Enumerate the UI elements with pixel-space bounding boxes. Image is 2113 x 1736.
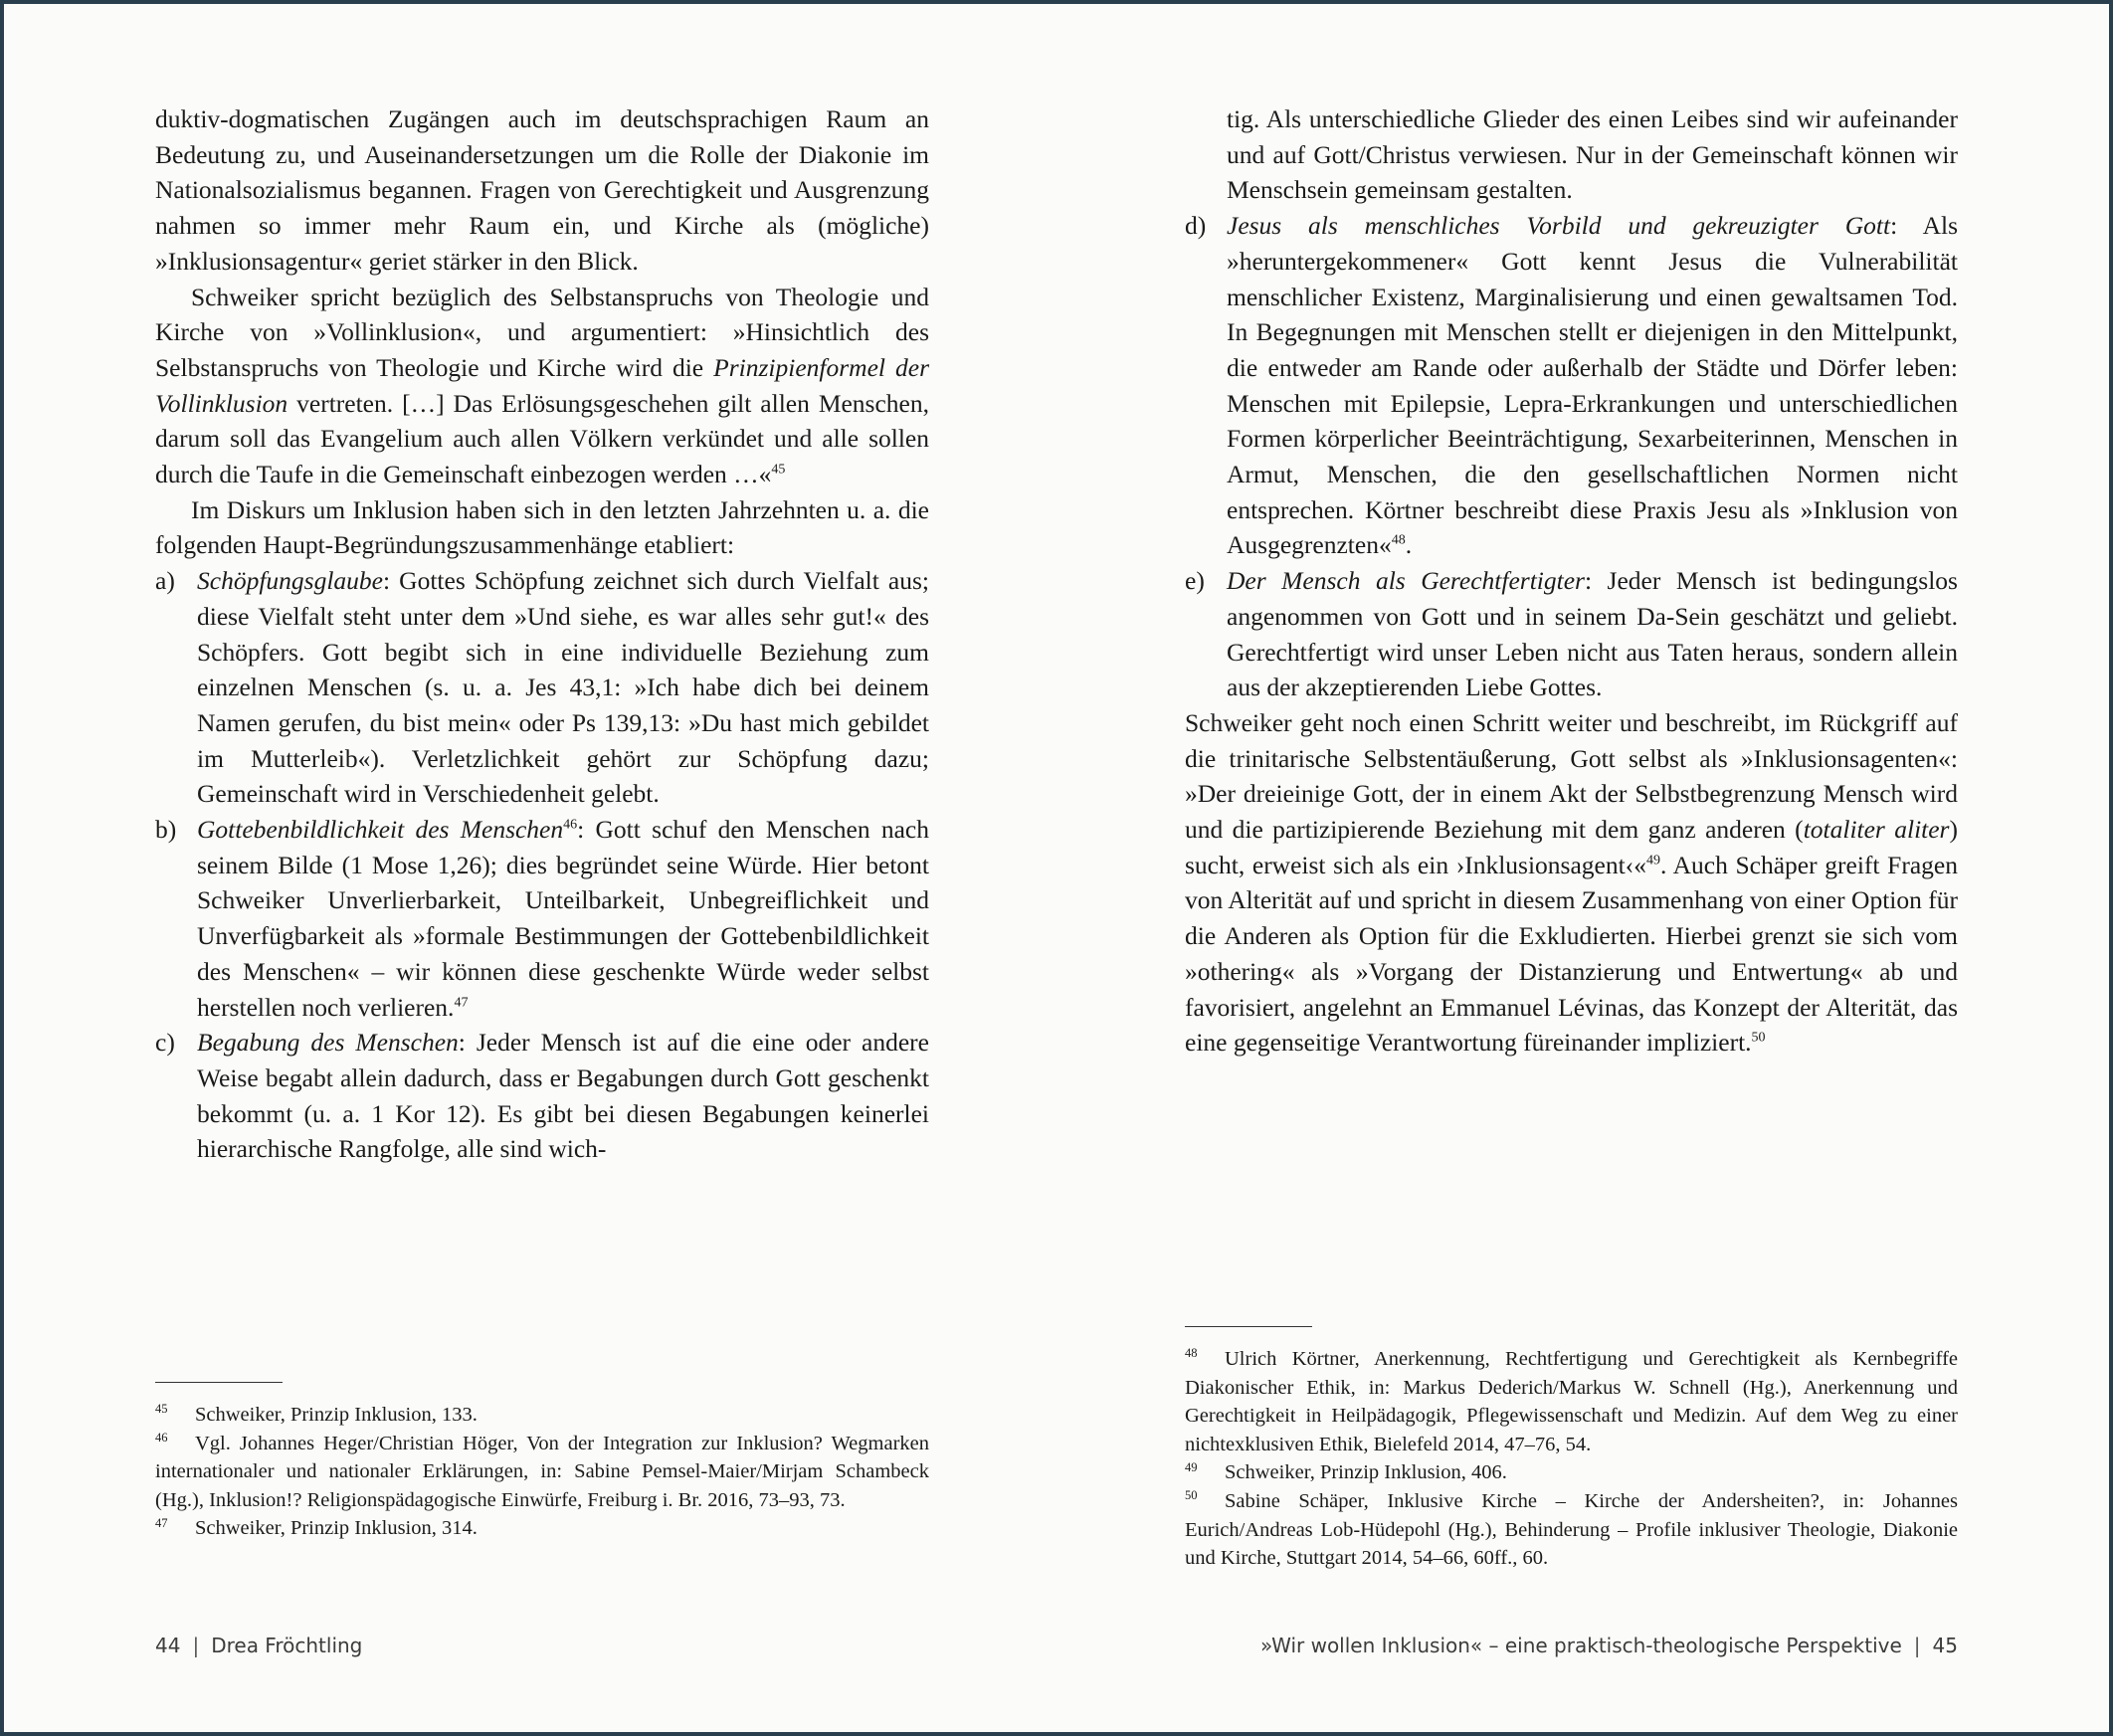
list-item: a) Schöpfungsglaube: Gottes Schöpfung zeichnet sich durch Vielfalt aus; diese Vielfalt steht unter dem »Und siehe, es war alles sehr gut!« des Schöpfers. Gott begibt sich in eine individuelle Beziehung zum einzelnen Menschen (s. u. a. Jes 43,1: »Ich habe dich bei deinem Namen gerufen, du bist mein« oder Ps 139,13: »Du hast mich gebildet im Mutterleib«). Verletzlichkeit gehört zur Schöpfung dazu; Gemeinschaft wird in Verschiedenheit gelebt.: [155, 563, 929, 812]
list-item: e) Der Mensch als Gerechtfertigter: Jeder Mensch ist bedingungslos angenommen von Gott und in seinem Da-Sein geschätzt und geliebt. Gerechtfertigt wird unser Leben nicht aus Taten heraus, sondern allein aus der akzeptierenden Liebe Gottes.: [1185, 563, 1958, 705]
footnote-ref: 47: [454, 995, 469, 1011]
left-footer: 44 | Drea Fröchtling: [155, 1634, 363, 1657]
paragraph: Schweiker spricht bezüglich des Selbstanspruchs von Theologie und Kirche von »Vollinklusion«, und argumentiert: »Hinsichtlich des Selbstanspruchs von Theologie und Kirche wird die Prinzipienformel der Vollinklusion vertreten. […] Das Erlösungsgeschehen gilt allen Menschen, darum soll das Evangelium auch allen Völkern verkündet und alle sollen durch die Taufe in die Gemeinschaft einbezogen werden …«$^{45}$: [155, 282, 929, 489]
page-number: 44: [155, 1634, 181, 1657]
footnote: 46 Vgl. Johannes Heger/Christian Höger, Von der Integration zur Inklusion? Wegmarken internationaler und nationaler Erklärungen, in: Sabine Pemsel-Maier/Mirjam Schambeck (Hg.), Inklusion!? Religionspädagogische Einwürfe, Freiburg i. Br. 2016, 73–93, 73.: [155, 1430, 929, 1511]
left-footnotes: [155, 1382, 929, 1543]
list-marker: c): [155, 1028, 175, 1058]
footnote: 50 Sabine Schäper, Inklusive Kirche – Kirche der Andersheiten?, in: Johannes Eurich/Andreas Lob-Hüdepohl (Hg.), Behinderung – Profile inklusiver Theologie, Diakonie und Kirche, Stuttgart 2014, 54–66, 60ff., 60.: [1185, 1488, 1958, 1570]
footnote-ref: 49: [1645, 853, 1660, 868]
list-item-title: Jesus als menschliches Vorbild und gekreuzigter Gott: [1227, 211, 1891, 241]
list-item: c) Begabung des Menschen: Jeder Mensch ist auf die eine oder andere Weise begabt allein dadurch, dass er Begabungen durch Gott geschenkt bekommt (u. a. 1 Kor 12). Es gibt bei diesen Begabungen keinerlei hierarchische Rangfolge, alle sind wich-: [155, 1025, 929, 1167]
footnote-separator: [1185, 1326, 1312, 1327]
emphasis: Prinzipienformel der Vollinklusion: [155, 352, 929, 418]
footnote-ref: 46: [563, 817, 578, 833]
footnote-ref: 50: [1751, 1030, 1766, 1046]
footnote: 49 Schweiker, Prinzip Inklusion, 406.: [1185, 1459, 1507, 1484]
page-number: 45: [1932, 1634, 1958, 1657]
paragraph: Im Diskurs um Inklusion haben sich in den letzten Jahrzehnten u. a. die folgenden Haupt-Begründungszusammenhänge etabliert:: [155, 494, 929, 560]
right-body-text: [1185, 101, 1958, 1061]
footnote: 45 Schweiker, Prinzip Inklusion, 133.: [155, 1402, 478, 1426]
list-item-title: Begabung des Menschen: [197, 1028, 459, 1058]
right-page: [1056, 4, 2109, 1732]
list-item-title: Gottebenbildlichkeit des Menschen: [197, 815, 564, 845]
footnote-ref: 48: [1391, 532, 1406, 548]
list-item: b) Gottebenbildlichkeit des Menschen$^{46}$: Gott schuf den Menschen nach seinem Bilde (1 Mose 1,26); dies begründet seine Würde. Hier betont Schweiker Unverlierbarkeit, Unteilbarkeit, Unbegreiflichkeit und Unverfügbarkeit als »formale Bestimmungen der Gottebenbildlichkeit des Menschen« – wir können diese geschenkte Würde weder selbst herstellen noch verlieren.$^{47}$: [155, 812, 929, 1025]
running-head: »Wir wollen Inklusion« – eine praktisch-theologische Perspektive: [1259, 1634, 1902, 1657]
footnote: 48 Ulrich Körtner, Anerkennung, Rechtfertigung und Gerechtigkeit als Kernbegriffe Diakonischer Ethik, in: Markus Dederich/Markus W. Schnell (Hg.), Anerkennung und Gerechtigkeit in Heilpädagogik, Pflegewissenschaft und Medizin. Auf dem Weg zu einer nichtexklusiven Ethik, Bielefeld 2014, 47–76, 54.: [1185, 1346, 1958, 1455]
footnote-ref: 45: [771, 462, 786, 478]
emphasis: totaliter aliter: [1803, 815, 1950, 845]
footnote: 47 Schweiker, Prinzip Inklusion, 314.: [155, 1515, 478, 1540]
left-page: [4, 4, 1056, 1732]
paragraph: Schweiker geht noch einen Schritt weiter und beschreibt, im Rückgriff auf die trinitarische Selbstentäußerung, Gott selbst als »Inklusionsagenten«: »Der dreieinige Gott, der in einem Akt der Selbstbegrenzung Mensch wird und die partizipierende Beziehung mit dem ganz anderen (totaliter aliter) sucht, erweist sich als ein ›Inklusionsagent‹«$^{49}$. Auch Schäper greift Fragen von Alterität auf und spricht in diesem Zusammenhang von einer Option für die Anderen als Option für die Exkludierten. Hierbei grenzt sie sich vom »othering« als »Vorgang der Distanzierung und Entwertung« ab und favorisiert, angelehnt an Emmanuel Lévinas, das Konzept der Alterität, das eine gegenseitige Verantwortung füreinander impliziert.$^{50}$: [1185, 707, 1958, 1058]
list-item-title: Der Mensch als Gerechtfertigter: [1227, 566, 1585, 596]
list-item-title: Schöpfungsglaube: [197, 566, 383, 596]
right-footer: »Wir wollen Inklusion« – eine praktisch-theologische Perspektive | 45: [1259, 1634, 1958, 1657]
list-item: d) Jesus als menschliches Vorbild und gekreuzigter Gott: Als »heruntergekommener« Gott kennt Jesus die Vulnerabilität menschlicher Existenz, Marginalisierung und einen gewaltsamen Tod. In Begegnungen mit Menschen stellt er diejenigen in den Mittelpunkt, die entweder am Rande oder außerhalb der Städte und Dörfer leben: Menschen mit Epilepsie, Lepra-Erkrankungen und unterschiedlichen Formen körperlicher Beeinträchtigung, Sexarbeiterinnen, Menschen in Armut, Menschen, die den gesellschaftlichen Normen nicht entsprechen. Körtner beschreibt diese Praxis Jesu als »Inklusion von Ausgegrenzten«$^{48}$.: [1185, 208, 1958, 563]
footnote-separator: [155, 1382, 283, 1383]
list-item-continuation: tig. Als unterschiedliche Glieder des einen Leibes sind wir aufeinander und auf Gott/Christus verwiesen. Nur in der Gemeinschaft können wir Menschsein gemeinsam gestalten.: [1227, 104, 1958, 205]
book-spread: [4, 4, 2109, 1732]
list-marker: d): [1185, 211, 1207, 241]
left-body-text: [155, 101, 929, 1167]
paragraph: duktiv-dogmatischen Zugängen auch im deutschsprachigen Raum an Bedeutung zu, und Auseinandersetzungen um die Rolle der Diakonie im Nationalsozialismus begannen. Fragen von Gerechtigkeit und Ausgrenzung nahmen so immer mehr Raum ein, und Kirche als (mögliche) »Inklusionsagentur« geriet stärker in den Blick.: [155, 104, 929, 276]
right-footnotes: [1185, 1326, 1958, 1573]
list-marker: a): [155, 566, 175, 596]
running-head: Drea Fröchtling: [211, 1634, 363, 1657]
list-marker: e): [1185, 566, 1205, 596]
list-marker: b): [155, 815, 177, 845]
